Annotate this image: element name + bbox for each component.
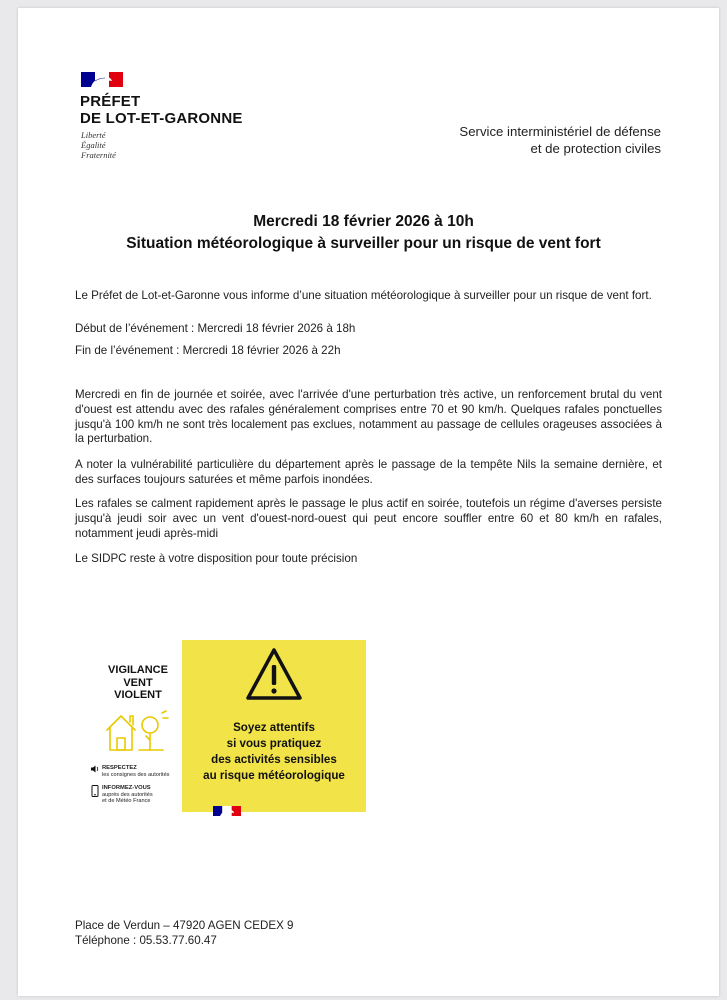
vigilance-card: [182, 640, 366, 812]
vigilance-line1: VIGILANCE: [108, 664, 168, 676]
prefect-title-line1: PRÉFET: [80, 93, 141, 110]
republique-flag-icon: [81, 72, 123, 87]
speaker-icon: [90, 764, 100, 774]
document-title-date: Mercredi 18 février 2026 à 10h: [253, 213, 474, 230]
vulnerability-paragraph: A noter la vulnérabilité particulière du département après le passage de la tempête Nils la semaine dernière, et des surfaces toujours saturées et même parfois inondées.: [75, 458, 662, 486]
card-line-1: Soyez attentifs: [233, 721, 315, 734]
phone-icon: [91, 785, 99, 797]
service-name-line1: Service interministériel de défense: [459, 124, 661, 139]
motto-fraternite: Fraternité: [81, 150, 116, 160]
service-name-line2: et de protection civiles: [530, 141, 661, 156]
respect-text: les consignes des autorités: [102, 771, 170, 778]
respect-label: RESPECTEZ: [102, 765, 137, 771]
prefect-title-line2: DE LOT-ET-GARONNE: [80, 110, 243, 127]
warning-triangle-icon: [245, 646, 303, 702]
inform-text-2: et de Météo France: [102, 798, 151, 804]
closing-line: Le SIDPC reste à votre disposition pour toute précision: [75, 552, 358, 565]
inform-text-1: auprès des autorités: [102, 791, 153, 798]
event-start: Début de l’événement : Mercredi 18 février 2026 à 18h: [75, 322, 356, 335]
intro-paragraph: Le Préfet de Lot-et-Garonne vous informe d’une situation météorologique à surveiller pour un risque de vent fort.: [75, 289, 652, 302]
card-line-2: si vous pratiquez: [226, 737, 322, 750]
respect-instructions: [102, 765, 169, 778]
house-tree-icon: [103, 708, 169, 754]
event-end: Fin de l’événement : Mercredi 18 février 2026 à 22h: [75, 344, 341, 357]
vigilance-line3: VIOLENT: [114, 689, 162, 701]
inform-instructions: [102, 785, 153, 805]
card-message: [182, 720, 366, 784]
footer-address: Place de Verdun – 47920 AGEN CEDEX 9: [75, 919, 294, 932]
card-line-3: des activités sensibles: [211, 753, 337, 766]
document-title-subject: Situation météorologique à surveiller pour un risque de vent fort: [126, 235, 601, 252]
motto-liberte: Liberté: [81, 130, 106, 140]
card-line-4: au risque météorologique: [203, 769, 345, 782]
card-flag-icon: [213, 806, 241, 816]
forecast-paragraph: Mercredi en fin de journée et soirée, avec l'arrivée d'une perturbation très active, un renforcement brutal du vent d'ouest est attendu avec des rafales généralement comprises entre 70 et 90 km/h. Quelques rafales ponctuelles jusqu'à 100 km/h ne sont très localement pas exclues, notamment au passage de cellules orageuses associées à la perturbation.: [75, 388, 662, 446]
inform-label: INFORMEZ-VOUS: [102, 785, 151, 791]
evolution-paragraph: Les rafales se calment rapidement après le passage le plus actif en soirée, toutefois un régime d'averses persiste jusqu'à jeudi soir avec un vent d'ouest-nord-ouest qui peut encore souffler entre 60 et 80 km/h en rafales, notamment jeudi après-midi: [75, 497, 662, 540]
vigilance-heading: [100, 664, 176, 702]
vigilance-line2: VENT: [123, 676, 153, 689]
footer-phone: Téléphone : 05.53.77.60.47: [75, 934, 217, 947]
motto-egalite: Égalité: [81, 140, 106, 150]
